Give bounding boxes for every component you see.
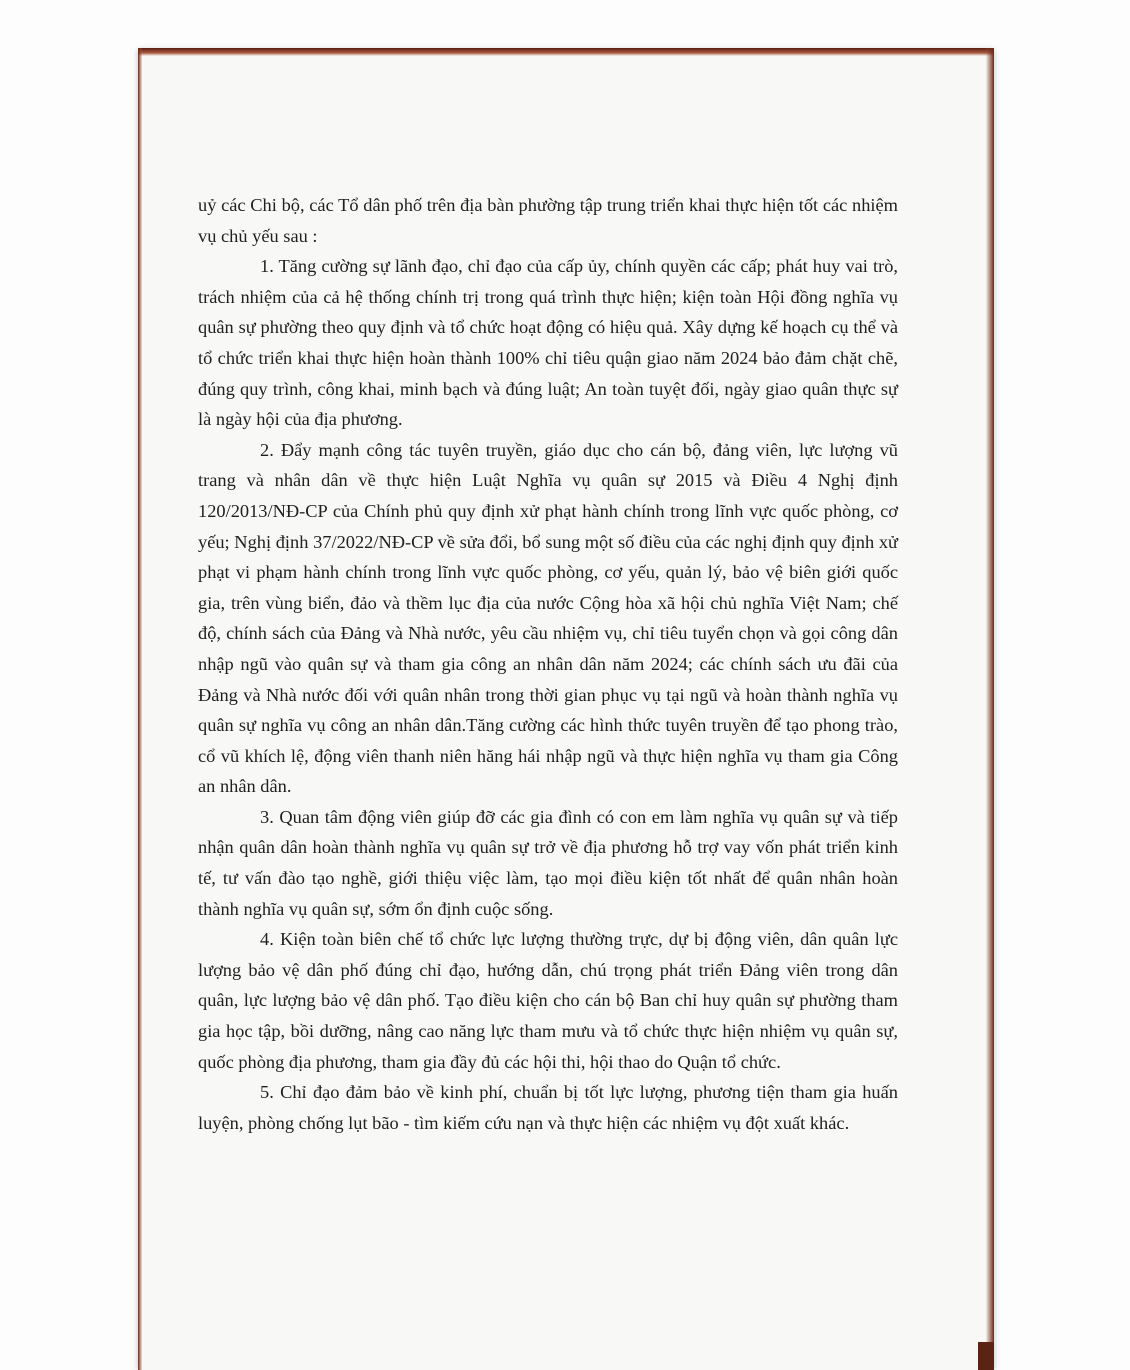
task-paragraph-2: 2. Đẩy mạnh công tác tuyên truyền, giáo dục cho cán bộ, đảng viên, lực lượng vũ trang và nhân dân về thực hiện Luật Nghĩa vụ quân sự 2015 và Điều 4 Nghị định 120/2013/NĐ-CP của Chính phủ quy định xử phạt hành chính trong lĩnh vực quốc phòng, cơ yếu; Nghị định 37/2022/NĐ-CP về sửa đổi, bổ sung một số điều của các nghị định quy định xử phạt vi phạm hành chính trong lĩnh vực quốc phòng, cơ yếu, quản lý, bảo vệ biên giới quốc gia, trên vùng biển, đảo và thềm lục địa của nước Cộng hòa xã hội chủ nghĩa Việt Nam; chế độ, chính sách của Đảng và Nhà nước, yêu cầu nhiệm vụ, chỉ tiêu tuyển chọn và gọi công dân nhập ngũ vào quân sự và tham gia công an nhân dân năm 2024; các chính sách ưu đãi của Đảng và Nhà nước đối với quân nhân trong thời gian phục vụ tại ngũ và hoàn thành nghĩa vụ quân sự nghĩa vụ công an nhân dân.Tăng cường các hình thức tuyên truyền để tạo phong trào, cổ vũ khích lệ, động viên thanh niên hăng hái nhập ngũ và thực hiện nghĩa vụ tham gia Công an nhân dân. [198,439,898,797]
task-paragraph-3: 3. Quan tâm động viên giúp đỡ các gia đình có con em làm nghĩa vụ quân sự và tiếp nhận quân dân hoàn thành nghĩa vụ quân sự trở về địa phương hỗ trợ vay vốn phát triển kinh tế, tư vấn đào tạo nghề, giới thiệu việc làm, tạo mọi điều kiện tốt nhất để quân nhân hoàn thành nghĩa vụ quân sự, sớm ổn định cuộc sống. [198,806,898,919]
task-paragraph-5: 5. Chỉ đạo đảm bảo về kinh phí, chuẩn bị tốt lực lượng, phương tiện tham gia huấn luyện, phòng chống lụt bão - tìm kiếm cứu nạn và thực hiện các nhiệm vụ đột xuất khác. [198,1082,898,1133]
page-right-edge [986,48,994,1370]
page-top-edge [138,48,994,56]
intro-paragraph: uỷ các Chi bộ, các Tổ dân phố trên địa bàn phường tập trung triển khai thực hiện tốt các nhiệm vụ chủ yếu sau : [198,195,898,246]
page-left-edge [138,48,142,1370]
page-corner [978,1342,994,1370]
task-paragraph-4: 4. Kiện toàn biên chế tổ chức lực lượng thường trực, dự bị động viên, dân quân lực lượng bảo vệ dân phố đúng chỉ đạo, hướng dẫn, chú trọng phát triển Đảng viên trong dân quân, lực lượng bảo vệ dân phố. Tạo điều kiện cho cán bộ Ban chỉ huy quân sự phường tham gia học tập, bồi dưỡng, nâng cao năng lực tham mưu và tổ chức thực hiện nhiệm vụ quân sự, quốc phòng địa phương, tham gia đầy đủ các hội thi, hội thao do Quận tổ chức. [198,929,898,1072]
task-paragraph-1: 1. Tăng cường sự lãnh đạo, chỉ đạo của cấp ủy, chính quyền các cấp; phát huy vai trò, trách nhiệm của cả hệ thống chính trị trong quá trình thực hiện; kiện toàn Hội đồng nghĩa vụ quân sự phường theo quy định và tổ chức hoạt động có hiệu quả. Xây dựng kế hoạch cụ thể và tổ chức triển khai thực hiện hoàn thành 100% chỉ tiêu quận giao năm 2024 bảo đảm chặt chẽ, đúng quy trình, công khai, minh bạch và đúng luật; An toàn tuyệt đối, ngày giao quân thực sự là ngày hội của địa phương. [198,256,898,430]
document-body [198,190,898,1138]
